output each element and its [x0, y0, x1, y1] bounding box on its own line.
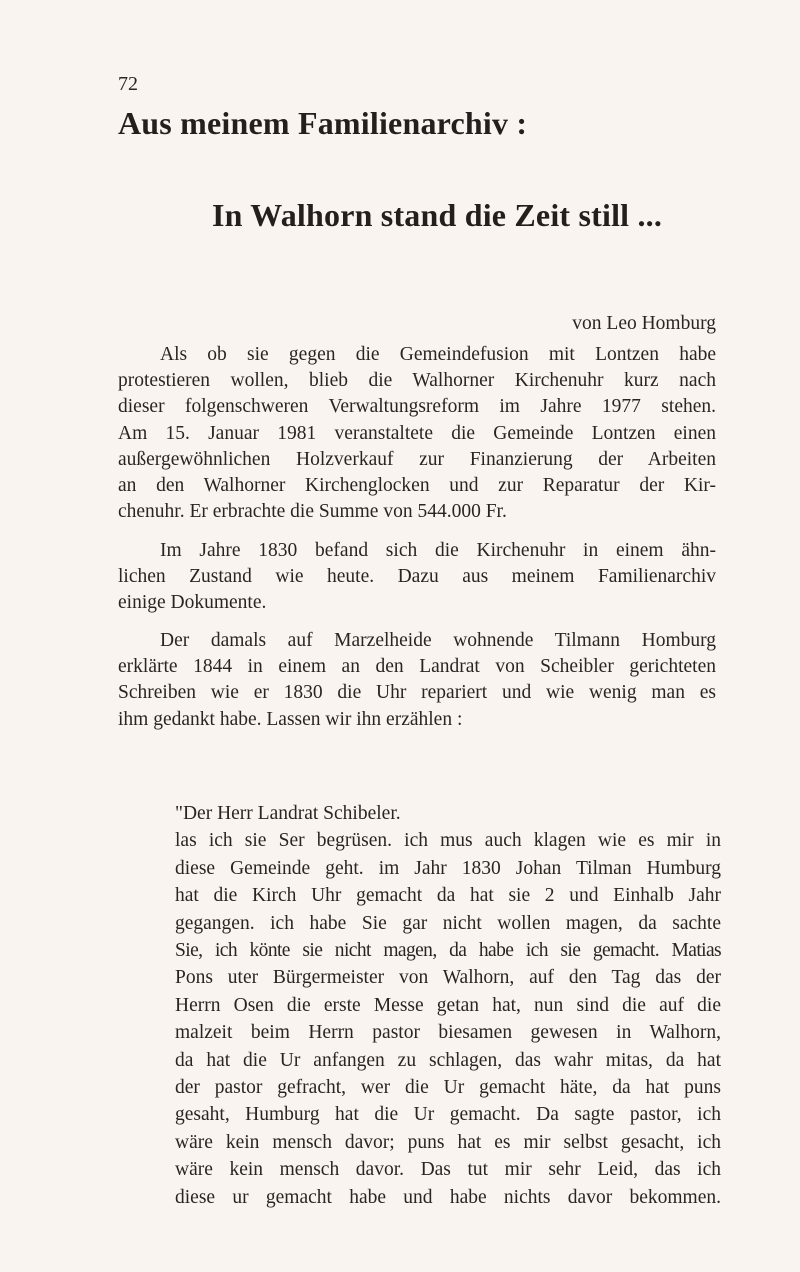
- paragraph-1: [118, 342, 716, 525]
- text-line: dieser folgenschweren Verwaltungsreform im Jahre 1977 stehen.: [118, 396, 716, 418]
- article-title-line-1: Aus meinem Familienarchiv :: [118, 105, 528, 141]
- quote-line: da hat die Ur anfangen zu schlagen, das wahr mitas, da hat: [175, 1049, 721, 1071]
- quote-line: Pons uter Bürgermeister von Walhorn, auf den Tag das der: [175, 967, 721, 989]
- quote-line: wäre kein mensch davor. Das tut mir sehr Leid, das ich: [175, 1159, 721, 1181]
- text-line: Der damals auf Marzelheide wohnende Tilmann Homburg: [160, 630, 716, 651]
- quote-line: Sie, ich könte sie nicht magen, da habe ich sie gemacht. Matias: [175, 940, 721, 962]
- article-title-line-2: In Walhorn stand die Zeit still ...: [212, 197, 663, 233]
- text-line: Am 15. Januar 1981 veranstaltete die Gemeinde Lontzen einen: [118, 422, 716, 444]
- quote-line: hat die Kirch Uhr gemacht da hat sie 2 und Einhalb Jahr: [175, 885, 721, 907]
- text-line: Im Jahre 1830 befand sich die Kirchenuhr in einem ähn-: [160, 540, 716, 561]
- quote-line: gesaht, Humburg hat die Ur gemacht. Da sagte pastor, ich: [175, 1104, 721, 1126]
- quote-line: "Der Herr Landrat Schibeler.: [175, 803, 401, 824]
- paragraph-2: [118, 538, 716, 617]
- text-line: chenuhr. Er erbrachte die Summe von 544.000 Fr.: [118, 501, 507, 523]
- page-number: 72: [118, 73, 138, 95]
- text-line: einige Dokumente.: [118, 592, 267, 614]
- quote-line: las ich sie Ser begrüsen. ich mus auch klagen wie es mir in: [175, 830, 721, 852]
- quoted-letter: [175, 800, 721, 1211]
- quote-line: diese ur gemacht habe und habe nichts davor bekommen.: [175, 1186, 721, 1208]
- text-line: außergewöhnlichen Holzverkauf zur Finanzierung der Arbeiten: [118, 448, 716, 470]
- quote-line: diese Gemeinde geht. im Jahr 1830 Johan Tilman Humburg: [175, 857, 721, 879]
- quote-line: wäre kein mensch davor; puns hat es mir selbst gesacht, ich: [175, 1131, 721, 1153]
- text-line: lichen Zustand wie heute. Dazu aus meinem Familienarchiv: [118, 566, 716, 588]
- text-line: protestieren wollen, blieb die Walhorner Kirchenuhr kurz nach: [118, 370, 716, 392]
- quote-line: Herrn Osen die erste Messe getan hat, nun sind die auf die: [175, 994, 721, 1016]
- text-line: an den Walhorner Kirchenglocken und zur Reparatur der Kir-: [118, 475, 716, 497]
- author-byline: von Leo Homburg: [572, 313, 716, 334]
- text-line: Schreiben wie er 1830 die Uhr repariert und wie wenig man es: [118, 682, 716, 704]
- quote-line: der pastor gefracht, wer die Ur gemacht häte, da hat puns: [175, 1077, 721, 1099]
- quote-line: gegangen. ich habe Sie gar nicht wollen magen, da sachte: [175, 912, 721, 934]
- text-line: ihm gedankt habe. Lassen wir ihn erzählen :: [118, 708, 463, 730]
- text-line: erklärte 1844 in einem an den Landrat von Scheibler gerichteten: [118, 656, 716, 678]
- paragraph-3: [118, 628, 716, 733]
- quote-line: malzeit beim Herrn pastor biesamen gewesen in Walhorn,: [175, 1022, 721, 1044]
- text-line: Als ob sie gegen die Gemeindefusion mit Lontzen habe: [160, 344, 716, 365]
